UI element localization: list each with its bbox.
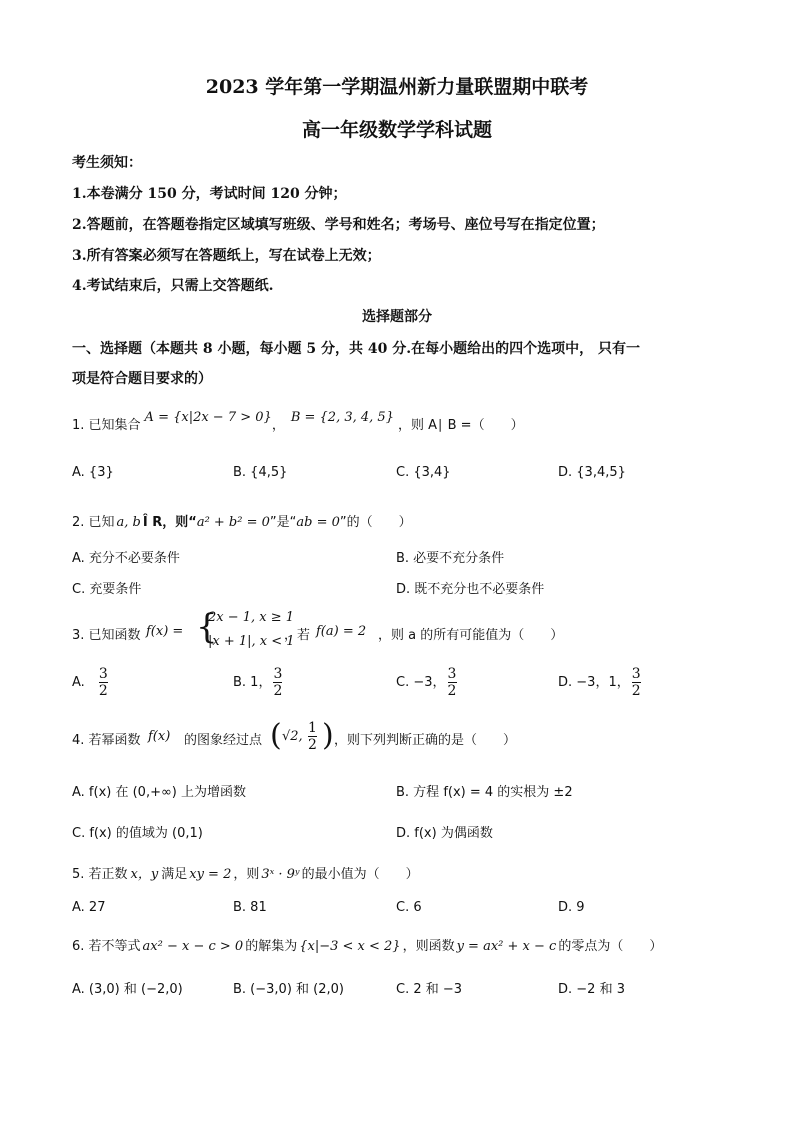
q4-option-c[interactable]: C. f(x) 的值域为 (0,1) bbox=[72, 826, 203, 841]
q3-brace-icon: { bbox=[196, 607, 218, 647]
q6-option-a[interactable]: A. (3,0) 和 (−2,0) bbox=[72, 982, 183, 997]
q2-option-d[interactable]: D. 既不充分也不必要条件 bbox=[396, 582, 545, 597]
q4-pre: 4. 若幂函数 bbox=[72, 733, 141, 748]
question-4 bbox=[72, 717, 752, 761]
q3-opt-a-fraction: $\frac{3}{2}$ bbox=[98, 666, 108, 699]
q1-option-b[interactable]: B. {4,5} bbox=[233, 465, 288, 480]
q3-opt-d-label: D. −3，1， bbox=[558, 675, 630, 690]
q2-option-b[interactable]: B. 必要不充分条件 bbox=[396, 551, 505, 566]
q2-post: ”的（ ） bbox=[339, 515, 412, 530]
q3-option-c[interactable] bbox=[396, 666, 459, 699]
q2-cond1: a² + b² = 0 bbox=[196, 515, 270, 530]
q2-mid2: ”是“ bbox=[269, 515, 297, 530]
q3-option-a[interactable] bbox=[72, 666, 110, 699]
question-5 bbox=[72, 863, 419, 882]
q2-option-c[interactable]: C. 充要条件 bbox=[72, 582, 142, 597]
q4-mid: 的图象经过点 bbox=[184, 733, 263, 748]
q3-opt-b-fraction: $\frac{3}{2}$ bbox=[273, 666, 283, 699]
notice-item: 4.考试结束后，只需上交答题纸. bbox=[72, 278, 274, 294]
q5-post: 的最小值为（ ） bbox=[301, 867, 419, 882]
q3-opt-b-label: B. 1， bbox=[233, 675, 272, 690]
q6-func: y = ax² + x − c bbox=[456, 939, 557, 954]
q3-opt-c-fraction: $\frac{3}{2}$ bbox=[447, 666, 457, 699]
notice-heading: 考生须知： bbox=[72, 155, 142, 171]
q3-option-b[interactable] bbox=[233, 666, 284, 699]
notice-item: 2.答题前，在答题卷指定区域填写班级、学号和姓名；考场号、座位号写在指定位置； bbox=[72, 217, 605, 233]
q5-mid: 满足 bbox=[161, 867, 188, 882]
notice-item: 1.本卷满分 150 分，考试时间 120 分钟； bbox=[72, 186, 347, 202]
q4-option-b[interactable]: B. 方程 f(x) = 4 的实根为 ±2 bbox=[396, 785, 573, 800]
q5-cond: xy = 2 bbox=[189, 867, 232, 882]
q3-case-1: 2x − 1, x ≥ 1 bbox=[208, 610, 295, 625]
q5-option-d[interactable]: D. 9 bbox=[558, 900, 585, 915]
question-6 bbox=[72, 935, 662, 954]
q5-expr: 3ˣ · 9ʸ bbox=[261, 867, 300, 882]
q6-option-d[interactable]: D. −2 和 3 bbox=[558, 982, 625, 997]
q5-option-c[interactable]: C. 6 bbox=[396, 900, 422, 915]
q3-pre: 3. 已知函数 bbox=[72, 628, 141, 643]
section-heading-cont: 项是符合题目要求的） bbox=[72, 371, 212, 387]
q4-option-a[interactable]: A. f(x) 在 (0,+∞) 上为增函数 bbox=[72, 785, 247, 800]
q2-cond2: ab = 0 bbox=[296, 515, 340, 530]
q1-set-b: B = {2, 3, 4, 5} bbox=[290, 410, 394, 425]
q4-left-paren-icon: ( bbox=[270, 718, 282, 753]
q3-opt-a-label: A. bbox=[72, 675, 85, 690]
q3-mid: ，若 bbox=[284, 628, 311, 643]
notice-item: 3.所有答案必须写在答题纸上，写在试卷上无效； bbox=[72, 248, 381, 264]
q1-option-d[interactable]: D. {3,4,5} bbox=[558, 465, 626, 480]
section-heading: 一、选择题（本题共 8 小题，每小题 5 分，共 40 分.在每小题给出的四个选项中， 只有一 bbox=[72, 341, 640, 357]
q3-opt-c-label: C. −3， bbox=[396, 675, 446, 690]
q1-option-a[interactable]: A. {3} bbox=[72, 465, 114, 480]
q1-set-a: A = {x|2x − 7 > 0} bbox=[144, 410, 272, 425]
question-2 bbox=[72, 511, 412, 530]
q4-option-d[interactable]: D. f(x) 为偶函数 bbox=[396, 826, 493, 841]
q2-mid: Î R，则“ bbox=[142, 515, 197, 530]
q1-sep: ， bbox=[271, 418, 285, 433]
q6-post: 的零点为（ ） bbox=[558, 939, 663, 954]
question-1 bbox=[72, 410, 524, 433]
q3-fx: f(x) = bbox=[146, 624, 184, 639]
q1-option-c[interactable]: C. {3,4} bbox=[396, 465, 451, 480]
q2-pre: 2. 已知 bbox=[72, 515, 115, 530]
q3-case-2: |x + 1|, x < 1 bbox=[208, 634, 295, 649]
q5-mid2: ，则 bbox=[233, 867, 260, 882]
q4-post: ，则下列判断正确的是（ ） bbox=[334, 733, 517, 748]
q6-mid: 的解集为 bbox=[245, 939, 298, 954]
q3-opt-d-fraction: $\frac{3}{2}$ bbox=[631, 666, 641, 699]
q3-option-d[interactable] bbox=[558, 666, 643, 699]
q6-mid2: ，则函数 bbox=[402, 939, 455, 954]
q6-option-b[interactable]: B. (−3,0) 和 (2,0) bbox=[233, 982, 344, 997]
q3-post: ，则 a 的所有可能值为（ ） bbox=[378, 628, 564, 643]
q6-pre: 6. 若不等式 bbox=[72, 939, 141, 954]
q4-fx: f(x) bbox=[148, 729, 171, 744]
q5-vars: x，y bbox=[130, 867, 159, 882]
exam-subtitle: 高一年级数学学科试题 bbox=[301, 119, 492, 141]
q2-var: a, b bbox=[116, 515, 141, 530]
q4-point-a: √2, bbox=[282, 729, 303, 744]
q1-pre: 1. 已知集合 bbox=[72, 418, 141, 433]
q1-post: ，则 A∣ B =（ ） bbox=[397, 418, 524, 433]
part-label: 选择题部分 bbox=[362, 309, 432, 325]
q3-cond: f(a) = 2 bbox=[316, 624, 367, 639]
q6-ineq: ax² − x − c > 0 bbox=[142, 939, 244, 954]
q5-option-b[interactable]: B. 81 bbox=[233, 900, 267, 915]
q2-option-a[interactable]: A. 充分不必要条件 bbox=[72, 551, 180, 566]
q6-set: {x|−3 < x < 2} bbox=[299, 939, 401, 954]
question-3 bbox=[72, 608, 752, 654]
exam-title: 2023 学年第一学期温州新力量联盟期中联考 bbox=[205, 76, 589, 98]
q4-right-paren-icon: ) bbox=[322, 718, 334, 753]
q4-point-fraction: 1 2 bbox=[308, 720, 317, 753]
q6-option-c[interactable]: C. 2 和 −3 bbox=[396, 982, 463, 997]
q5-pre: 5. 若正数 bbox=[72, 867, 128, 882]
q5-option-a[interactable]: A. 27 bbox=[72, 900, 106, 915]
